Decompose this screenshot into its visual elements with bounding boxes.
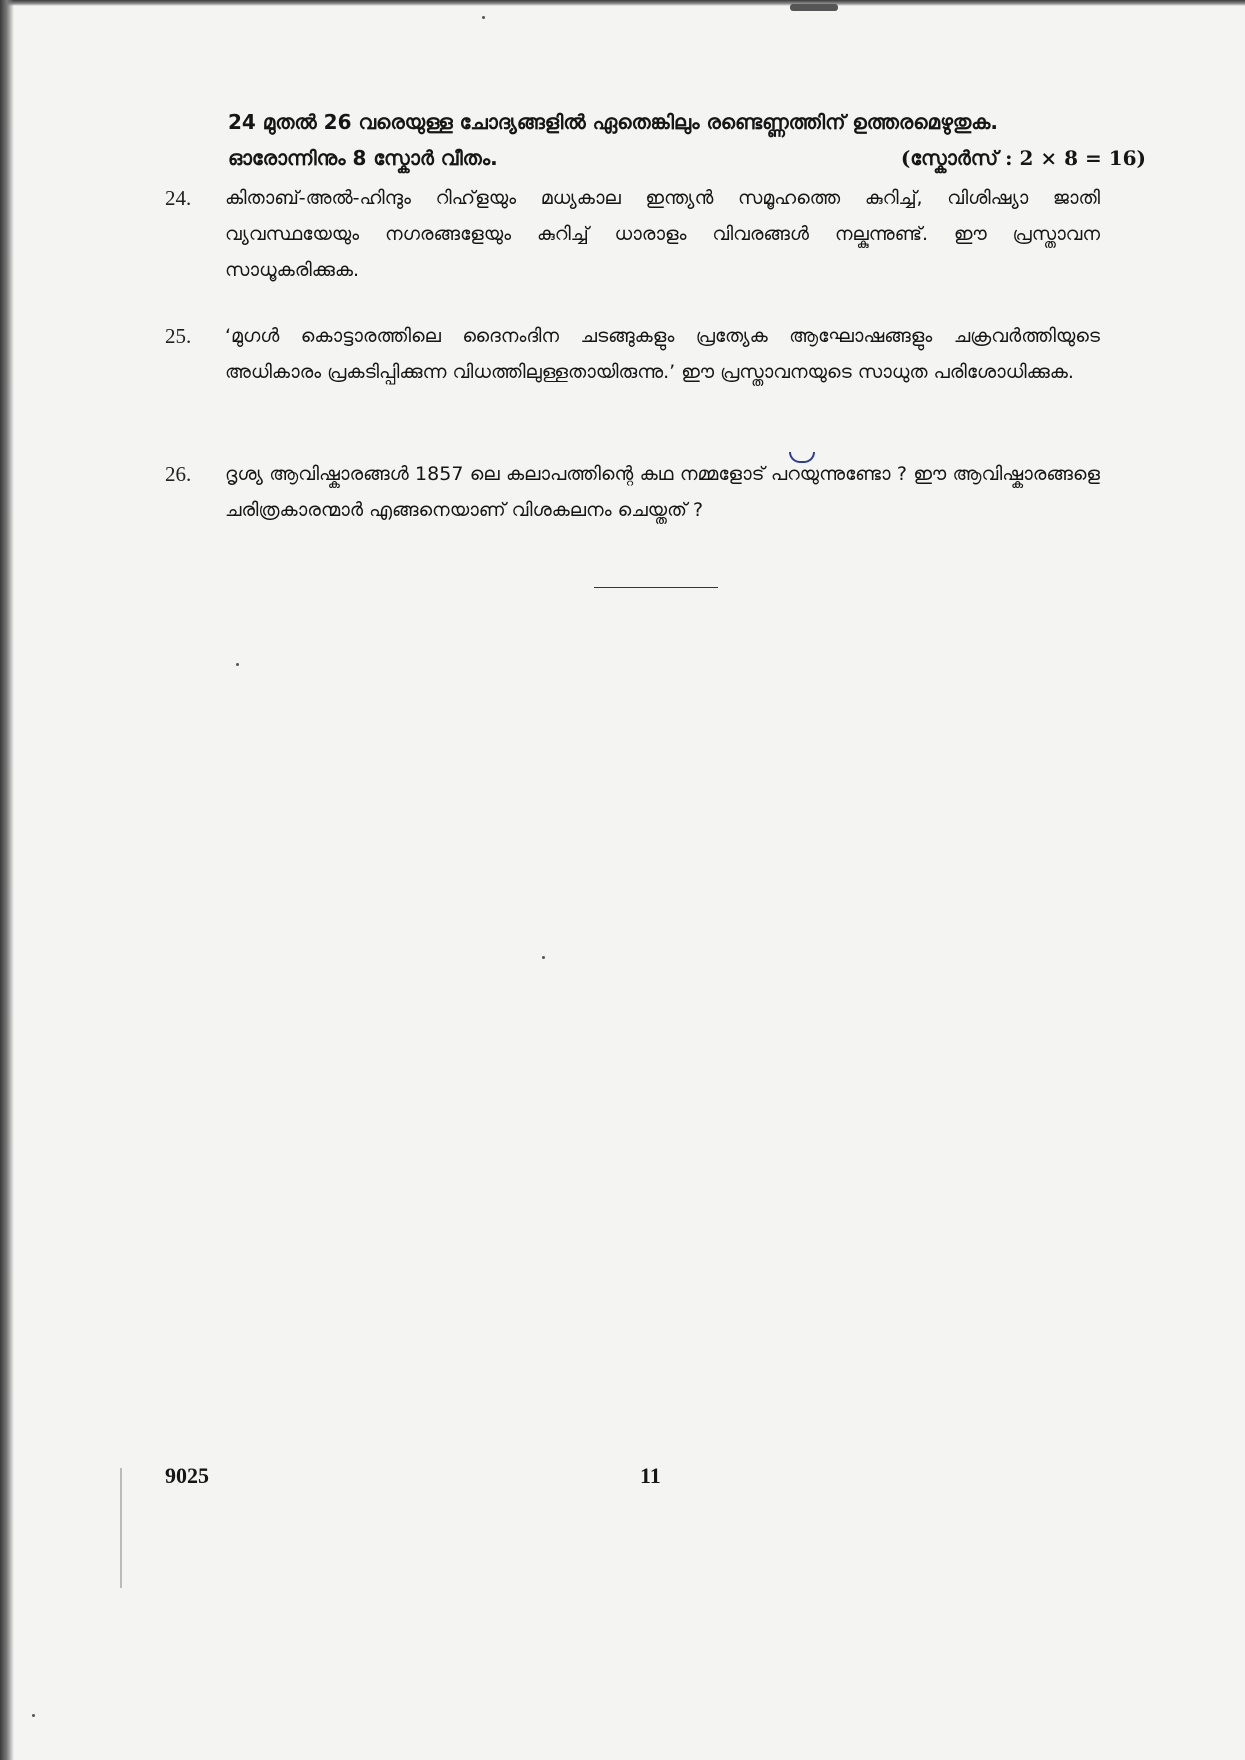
question-25	[165, 318, 1100, 390]
end-divider	[594, 587, 718, 588]
page-number: 11	[640, 1463, 661, 1488]
question-number: 24.	[165, 186, 192, 210]
scan-speck	[236, 663, 239, 666]
instruction-line-1: 24 മുതൽ 26 വരെയുള്ള ചോദ്യങ്ങളിൽ ഏതെങ്കിലും രണ്ടെണ്ണത്തിന് ഉത്തരമെഴുതുക.	[228, 110, 998, 134]
scan-top-notch	[790, 4, 838, 11]
scan-left-edge	[0, 0, 14, 1760]
scan-speck	[542, 956, 545, 959]
scan-left-mark	[120, 1468, 122, 1588]
section-instructions	[228, 104, 1146, 176]
question-number: 26.	[165, 462, 192, 486]
question-text: ‘മുഗൾ കൊട്ടാരത്തിലെ ദൈനംദിന ചടങ്ങുകളും പ്രത്യേക ആഘോഷങ്ങളും ചക്രവർത്തിയുടെ അധികാരം പ്രകടിപ്പിക്കുന്ന വിധത്തിലുള്ളതായിരുന്നു.’ ഈ പ്രസ്താവനയുടെ സാധുത പരിശോധിക്കുക.	[225, 325, 1100, 383]
paper-code: 9025	[165, 1463, 209, 1488]
scan-speck	[32, 1714, 35, 1717]
question-24	[165, 180, 1100, 288]
question-26	[165, 456, 1100, 528]
scan-top-edge	[0, 0, 1245, 6]
score-note: (സ്കോർസ് : 2 × 8 = 16)	[900, 146, 1146, 170]
question-number: 25.	[165, 324, 192, 348]
instruction-row-2	[228, 140, 1146, 176]
question-text: ദൃശ്യ ആവിഷ്കാരങ്ങൾ 1857 ലെ കലാപത്തിന്റെ കഥ നമ്മളോട് പറയുന്നുണ്ടോ ? ഈ ആവിഷ്കാരങ്ങളെ ചരിത്രകാരന്മാർ എങ്ങനെയാണ് വിശകലനം ചെയ്തത് ?	[225, 463, 1100, 521]
instruction-line-2: ഓരോന്നിനും 8 സ്കോർ വീതം.	[228, 146, 498, 170]
question-text: കിതാബ്-അൽ-ഹിന്ദും റിഹ്‌ളയും മധ്യകാല ഇന്ത്യൻ സമൂഹത്തെ കുറിച്ച്, വിശിഷ്യാ ജാതി വ്യവസ്ഥയേയും നഗരങ്ങളേയും കുറിച്ച് ധാരാളം വിവരങ്ങൾ നല്കുന്നുണ്ട്. ഈ പ്രസ്താവന സാധൂകരിക്കുക.	[225, 187, 1100, 281]
scan-speck	[482, 16, 485, 19]
